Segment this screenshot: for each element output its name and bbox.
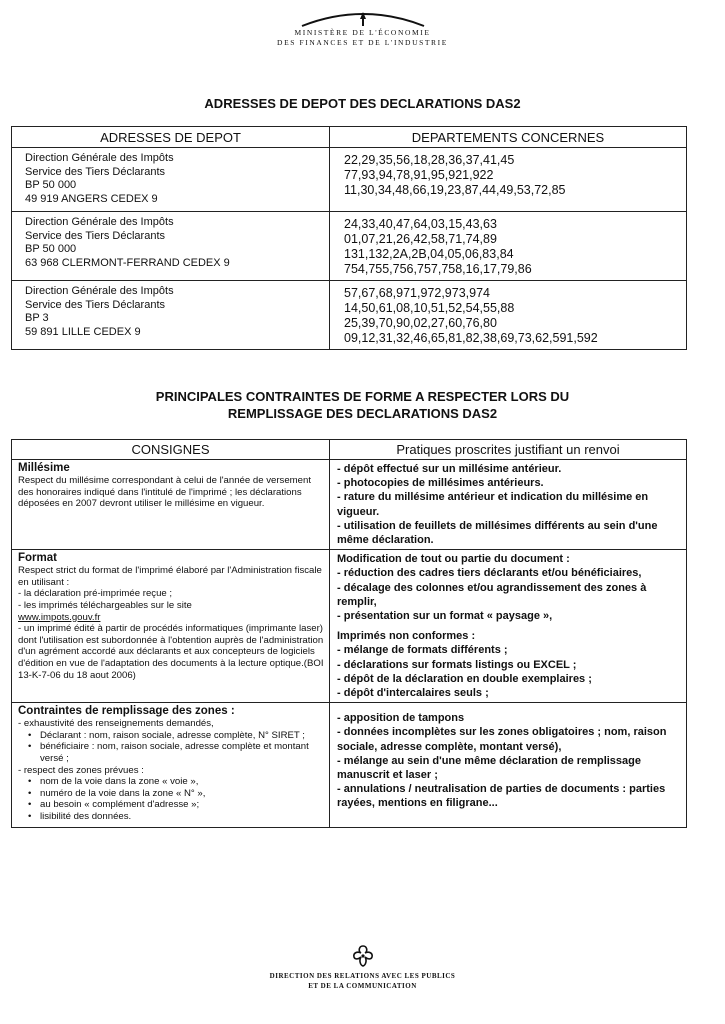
departments-cell [330, 281, 687, 350]
flower-emblem-logo-icon [350, 944, 376, 968]
consigne-text: - respect des zones prévues : [18, 764, 144, 776]
addresses-table [11, 126, 687, 350]
departments-line: 22,29,35,56,18,28,36,37,41,45 [344, 153, 515, 167]
departments-cell [330, 148, 687, 212]
practice-item: - décalage des colonnes et/ou agrandissement des zones à remplir, [337, 581, 647, 608]
footer-direction-line1: DIRECTION DES RELATIONS AVEC LES PUBLICS [269, 972, 456, 980]
footer-direction-line2: ET DE LA COMMUNICATION [308, 982, 417, 990]
bullet-item: • nom de la voie dans la zone « voie », [18, 776, 325, 788]
departments-line: 131,132,2A,2B,04,05,06,83,84 [344, 247, 514, 261]
consigne-text: Respect strict du format de l'imprimé élaboré par l'Administration fiscale en utilisant : [18, 565, 322, 588]
consigne-zones [12, 703, 330, 827]
practice-item: - présentation sur un format « paysage », [337, 610, 553, 623]
ministry-logo [0, 6, 725, 28]
departments-line: 77,93,94,78,91,95,921,922 [344, 168, 494, 182]
pratiques-format [330, 550, 687, 703]
address-line: BP 50 000 [25, 179, 77, 191]
address-line: 63 968 CLERMONT-FERRAND CEDEX 9 [25, 256, 230, 269]
bullet-item: • bénéficiaire : nom, raison sociale, adresse complète et montant versé ; [18, 741, 325, 764]
column-header-consignes: CONSIGNES [12, 440, 330, 460]
constraints-table [11, 439, 687, 828]
title-contraintes-line2: REMPLISSAGE DES DECLARATIONS DAS2 [227, 406, 498, 421]
table-row [12, 281, 687, 350]
bullet-item: • lisibilité des données. [18, 811, 325, 823]
departments-line: 01,07,21,26,42,58,71,74,89 [344, 232, 497, 246]
practice-item: - déclarations sur formats listings ou EXCEL ; [337, 658, 577, 671]
pratiques-millesime [330, 460, 687, 550]
bullet-item: • Déclarant : nom, raison sociale, adresse complète, N° SIRET ; [18, 730, 325, 742]
consigne-text: - la déclaration pré-imprimée reçue ; [18, 588, 173, 600]
footer-logo [0, 944, 725, 968]
practice-item: - dépôt effectué sur un millésime antérieur. [337, 463, 562, 475]
practice-item: - apposition de tampons [337, 712, 465, 725]
departments-line: 754,755,756,757,758,16,17,79,86 [344, 262, 532, 276]
bullet-item: • numéro de la voie dans la zone « N° », [18, 788, 325, 800]
column-header-pratiques: Pratiques proscrites justifiant un renvoi [330, 440, 687, 460]
practice-item: - utilisation de feuillets de millésimes différents au sein d'une même déclaration. [337, 519, 658, 547]
consigne-heading: Contraintes de remplissage des zones : [18, 705, 235, 718]
address-line: Service des Tiers Déclarants [25, 298, 165, 311]
address-line: Direction Générale des Impôts [25, 285, 174, 297]
consigne-text: - les imprimés téléchargeables sur le site [18, 600, 192, 611]
departments-line: 14,50,61,08,10,51,52,54,55,88 [344, 301, 515, 315]
address-line: Service des Tiers Déclarants [25, 165, 165, 178]
pratiques-zones [330, 703, 687, 827]
table-row [12, 703, 687, 827]
practice-item: - annulations / neutralisation de parties de documents : parties rayées, mentions en filigrane... [337, 783, 666, 810]
practice-item: - dépôt de la déclaration en double exemplaires ; [337, 672, 592, 685]
address-line: Service des Tiers Déclarants [25, 229, 165, 242]
consigne-millesime [12, 460, 330, 550]
practice-item: - dépôt d'intercalaires seuls ; [337, 687, 489, 700]
address-line: BP 50 000 [25, 243, 77, 255]
departments-cell [330, 212, 687, 281]
title-adresses-depot: ADRESSES DE DEPOT DES DECLARATIONS DAS2 [204, 96, 521, 111]
consigne-text: - exhaustivité des renseignements demandés, [18, 718, 214, 730]
practice-item: - données incomplètes sur les zones obligatoires ; nom, raison sociale, adresse complète, montant versé), [337, 726, 667, 753]
practice-item: Imprimés non conformes : [337, 630, 476, 643]
departments-line: 09,12,31,32,46,65,81,82,38,69,73,62,591,592 [344, 331, 598, 345]
practice-item: Modification de tout ou partie du document : [337, 553, 570, 566]
table-row [12, 550, 687, 703]
practice-item: - mélange de formats différents ; [337, 644, 508, 657]
practice-item: - mélange au sein d'une même déclaration de remplissage manuscrit et laser ; [337, 754, 641, 782]
ministry-arc-logo-icon [298, 6, 428, 28]
address-cell [12, 148, 330, 212]
practice-item: - rature du millésime antérieur et indication du millésime en vigueur. [337, 491, 649, 518]
practice-item: - photocopies de millésimes antérieurs. [337, 477, 544, 490]
departments-line: 11,30,34,48,66,19,23,87,44,49,53,72,85 [344, 183, 566, 197]
ministry-name-line1: MINISTÈRE DE L'ÉCONOMIE [294, 28, 431, 37]
column-header-departements: DEPARTEMENTS CONCERNES [330, 127, 687, 148]
title-contraintes-line1: PRINCIPALES CONTRAINTES DE FORME A RESPECTER LORS DU [155, 389, 570, 404]
table-row [12, 148, 687, 212]
consigne-heading: Format [18, 552, 57, 565]
departments-line: 25,39,70,90,02,27,60,76,80 [344, 316, 497, 330]
bullet-item: • au besoin « complément d'adresse »; [18, 799, 325, 811]
consigne-heading: Millésime [18, 462, 70, 474]
address-line: Direction Générale des Impôts [25, 216, 174, 228]
address-line: 59 891 LILLE CEDEX 9 [25, 325, 141, 338]
departments-line: 24,33,40,47,64,03,15,43,63 [344, 217, 497, 231]
departments-line: 57,67,68,971,972,973,974 [344, 286, 490, 300]
consigne-format [12, 550, 330, 703]
address-cell [12, 212, 330, 281]
impots-website-link[interactable]: www.impots.gouv.fr [18, 611, 101, 623]
address-cell [12, 281, 330, 350]
consigne-text: Respect du millésime correspondant à celui de l'année de versement des honoraires indiqué dans l'intitulé de l'imprimé ; les déclarations déposées en 2007 devront utiliser le millésime en vigueur. [18, 475, 312, 510]
address-line: Direction Générale des Impôts [25, 152, 174, 164]
table-row [12, 212, 687, 281]
ministry-name-line2: DES FINANCES ET DE L'INDUSTRIE [277, 38, 448, 47]
table-row [12, 460, 687, 550]
practice-item: - réduction des cadres tiers déclarants et/ou bénéficiaires, [337, 567, 642, 580]
address-line: BP 3 [25, 312, 49, 324]
column-header-adresses: ADRESSES DE DEPOT [12, 127, 330, 148]
address-line: 49 919 ANGERS CEDEX 9 [25, 192, 158, 205]
consigne-text: - un imprimé édité à partir de procédés informatiques (imprimante laser) dont l'utilisation est subordonnée à l'obtention auprès de l'administration d'un agrément accordé aux déclarants et aux concepteurs de logiciels d'édition en vue de l'adaptation des documents à la lecture optique.(BOI 13-K-7-06 du 18 aout 2006) [18, 623, 324, 681]
